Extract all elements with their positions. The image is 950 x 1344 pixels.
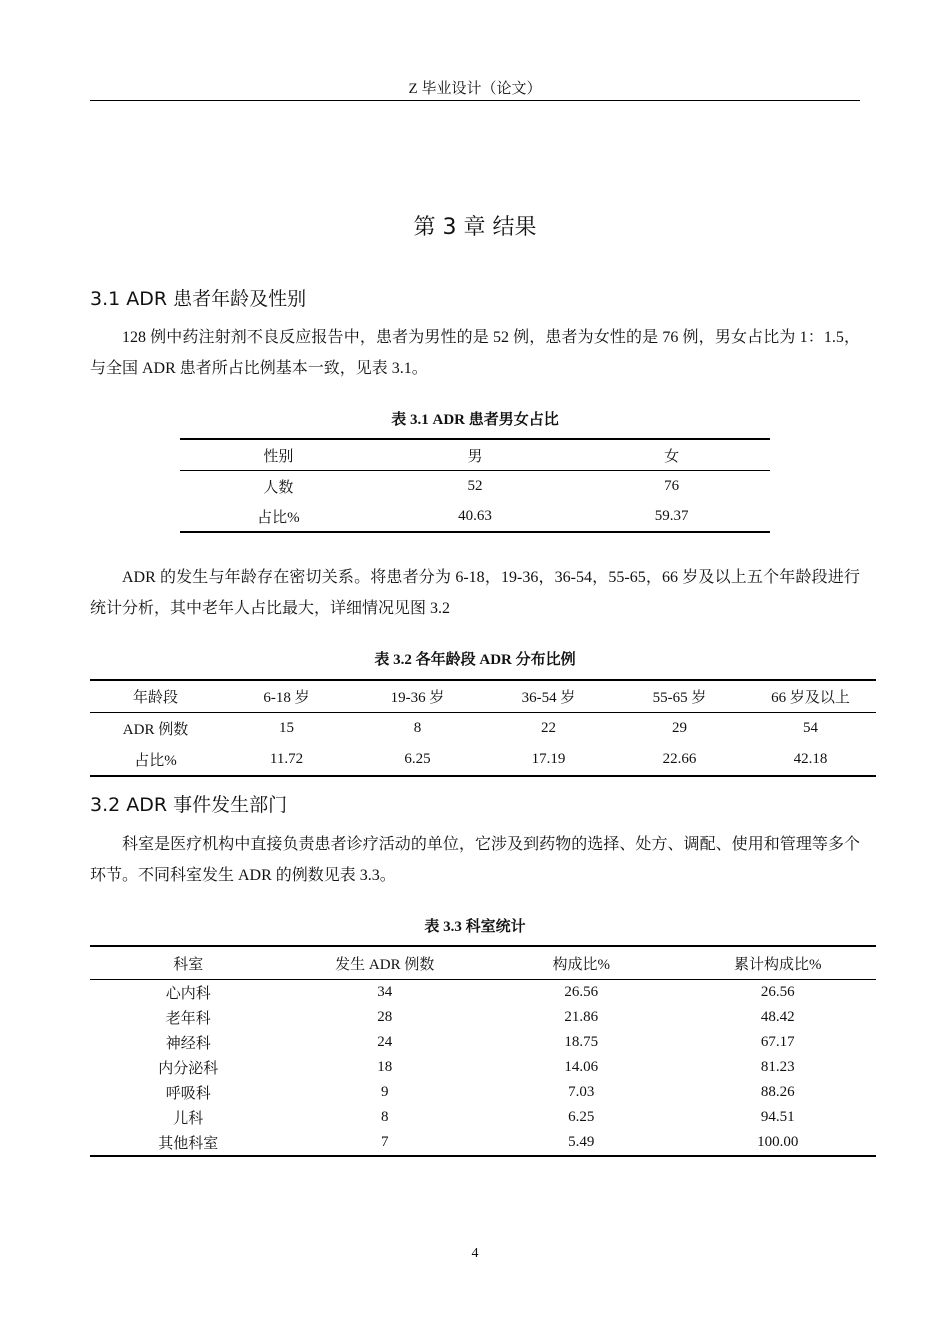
table-cell: 占比%	[134, 753, 177, 769]
table-cell: 19-36 岁	[352, 680, 483, 713]
table-cell: 7.03	[568, 1084, 595, 1100]
page-header: Z 毕业设计（论文）	[408, 81, 542, 97]
table-cell: 其他科室	[158, 1136, 219, 1152]
table-cell: 7	[381, 1134, 389, 1150]
table-cell: 22	[541, 720, 556, 736]
table-cell: 14.06	[564, 1059, 599, 1075]
table-cell: 构成比%	[483, 946, 680, 980]
table-cell: 占比%	[257, 509, 300, 526]
table-cell: 66 岁及以上	[745, 680, 876, 713]
table-row	[90, 744, 876, 776]
table-caption: 表 3.2 各年龄段 ADR 分布比例	[374, 652, 576, 668]
table-cell: 女	[573, 439, 770, 471]
table-cell: 42.18	[793, 751, 828, 767]
table-cell: 100.00	[757, 1134, 799, 1150]
table-cell: 男	[377, 439, 574, 471]
table-row	[90, 1080, 876, 1105]
table-row	[90, 980, 876, 1006]
paragraph	[90, 829, 860, 891]
table-cell: 22.66	[662, 751, 697, 767]
table-cell: 18.75	[564, 1034, 599, 1050]
table-row	[90, 1030, 876, 1055]
table-cell: 8	[413, 720, 422, 736]
paragraph	[90, 322, 860, 384]
table-cell: 17.19	[531, 751, 566, 767]
table-cell: 29	[672, 720, 687, 736]
table-cell: 年龄段	[90, 680, 221, 713]
table-cell: 6.25	[404, 751, 431, 767]
table-cell: 55-65 岁	[614, 680, 745, 713]
table-cell: 28	[377, 1009, 393, 1025]
table-cell: 11.72	[269, 751, 304, 767]
table-cell: 67.17	[760, 1034, 795, 1050]
table-row	[90, 680, 876, 713]
table-cell: 18	[377, 1059, 393, 1075]
table-cell: 26.56	[760, 984, 795, 1000]
paragraph-text: 128 例中药注射剂不良反应报告中，患者为男性的是 52 例，患者为女性的是 76 例，男女占比为 1：1.5，与全国 ADR 患者所占比例基本一致，见表 3.1。	[90, 329, 860, 377]
table-row	[90, 1005, 876, 1030]
table-caption: 表 3.3 科室统计	[424, 919, 526, 935]
table-cell: 累计构成比%	[680, 946, 877, 980]
table-row	[90, 713, 876, 745]
table-cell: 40.63	[458, 507, 492, 524]
table-cell: 88.26	[760, 1084, 795, 1100]
paragraph-text: ADR 的发生与年龄存在密切关系。将患者分为 6-18，19-36，36-54，55-65，66 岁及以上五个年龄段进行统计分析，其中老年人占比最大，详细情况见图 3.2	[90, 569, 860, 617]
header-rule	[90, 100, 860, 101]
table-cell: 人数	[263, 479, 294, 496]
table-cell: 老年科	[165, 1011, 211, 1027]
table-cell: 52	[467, 477, 483, 494]
table-cell: 21.86	[564, 1009, 599, 1025]
table-cell: 36-54 岁	[483, 680, 614, 713]
section-heading-3-1: 3.1 ADR 患者年龄及性别	[90, 288, 307, 310]
section-heading-3-2: 3.2 ADR 事件发生部门	[90, 794, 288, 816]
table-cell: 内分泌科	[158, 1061, 219, 1077]
table-row	[90, 1105, 876, 1130]
table-row	[90, 1130, 876, 1156]
table-row	[90, 946, 876, 980]
table-cell: 81.23	[760, 1059, 795, 1075]
paragraph-text: 科室是医疗机构中直接负责患者诊疗活动的单位，它涉及到药物的选择、处方、调配、使用和管理等多个环节。不同科室发生 ADR 的例数见表 3.3。	[90, 836, 860, 884]
table-cell: 34	[377, 984, 393, 1000]
table-cell: 26.56	[564, 984, 599, 1000]
table-gender	[180, 438, 770, 533]
chapter-title: 第 3 章 结果	[413, 215, 537, 240]
table-cell: ADR 例数	[122, 722, 189, 738]
table-cell: 48.42	[760, 1009, 795, 1025]
table-caption: 表 3.1 ADR 患者男女占比	[391, 412, 559, 428]
table-cell: 儿科	[173, 1111, 204, 1127]
table-cell: 性别	[180, 439, 377, 471]
table-cell: 54	[803, 720, 818, 736]
page-number: 4	[471, 1246, 479, 1261]
table-cell: 9	[381, 1084, 389, 1100]
table-row	[180, 439, 770, 471]
table-cell: 科室	[90, 946, 287, 980]
paragraph	[90, 562, 860, 624]
table-cell: 24	[377, 1034, 393, 1050]
table-cell: 5.49	[568, 1134, 595, 1150]
table-cell: 呼吸科	[165, 1086, 211, 1102]
table-row	[90, 1055, 876, 1080]
table-cell: 59.37	[654, 507, 689, 524]
table-age	[90, 679, 876, 777]
table-cell: 8	[381, 1109, 389, 1125]
table-cell: 神经科	[165, 1036, 211, 1052]
table-cell: 6.25	[568, 1109, 595, 1125]
table-cell: 6-18 岁	[221, 680, 352, 713]
table-cell: 心内科	[165, 986, 211, 1002]
table-cell: 94.51	[760, 1109, 795, 1125]
table-cell: 15	[279, 720, 294, 736]
table-cell: 发生 ADR 例数	[287, 946, 484, 980]
table-department	[90, 945, 876, 1157]
table-cell: 76	[664, 477, 680, 494]
table-row	[180, 501, 770, 532]
table-row	[180, 471, 770, 502]
